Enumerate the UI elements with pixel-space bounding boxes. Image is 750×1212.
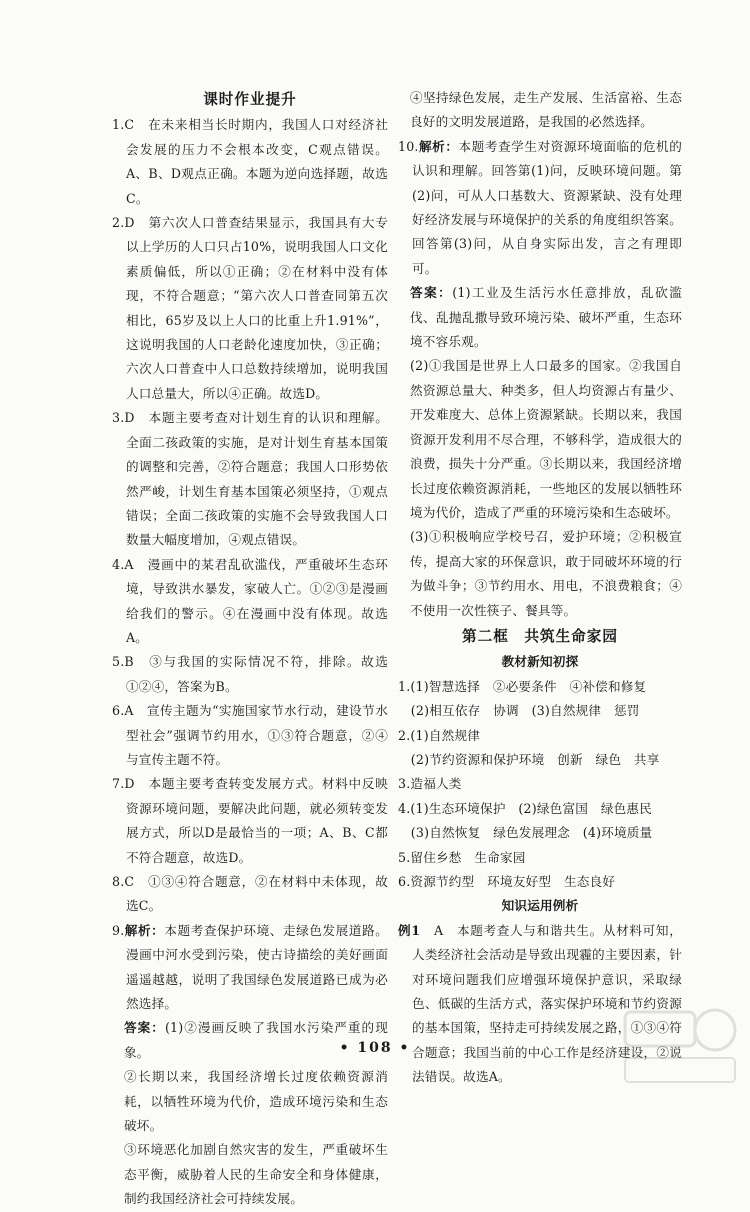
answer-paragraph [398, 281, 682, 354]
paragraph-text: 本题考查保护环境、走绿色发展道路。漫画中河水受到污染，使古诗描绘的美好画面遥遥越越，说明了我国绿色发展道路已成为必然选择。 [126, 922, 388, 1012]
right-answers [398, 86, 682, 623]
example-label: 例1 [398, 922, 421, 938]
answer-paragraph [112, 919, 388, 1017]
paragraph-text: 8.C ①③④符合题意，②在材料中未体现，故选C。 [112, 874, 388, 914]
paragraph-text: 本题考查学生对资源环境面临的危机的认识和理解。回答第(1)问，反映环境问题。第(2)问，可从人口基数大、资源紧缺、没有处理好经济发展与环境保护的关系的角度组织答案。回答第(3)问，从自身实际出发，言之有理即可。 [412, 138, 682, 276]
answer-line: 4.(1)生态环境保护 (2)绿色富国 绿色惠民 [398, 800, 652, 816]
watermark-logo-icon [620, 1000, 740, 1090]
answer-paragraph [398, 525, 682, 623]
answer-line: 2.(1)自然规律 [398, 727, 481, 743]
paragraph-text: ②长期以来，我国经济增长过度依赖资源消耗，以牺牲环境为代价，造成环境污染和生态破坏。 [124, 1069, 388, 1134]
answer-paragraph [398, 86, 682, 135]
paragraph-text: (1)②漫画反映了我国水污染严重的现象。 [124, 1020, 388, 1060]
answer-paragraph [112, 211, 388, 406]
answer-label: 解析： [418, 138, 459, 154]
paragraph-text: 3.D 本题主要考查对计划生育的认识和理解。全面二孩政策的实施，是对计划生育基本国策的调整和完善，②符合题意；我国人口形势依然严峻，计划生育基本国策必须坚持，①观点错误；全面二孩政策的实施不会导致我国人口数量大幅度增加，④观点错误。 [112, 410, 388, 548]
answer-label: 答案： [124, 1020, 165, 1036]
answer-paragraph [112, 406, 388, 552]
answer-label: 解析： [124, 922, 165, 938]
answer-paragraph [112, 870, 388, 919]
answer-paragraph [112, 1138, 388, 1211]
answer-line: (2)节约资源和保护环境 创新 绿色 共享 [398, 751, 660, 767]
paragraph-text: ③环境恶化加剧自然灾害的发生，严重破坏生态平衡，威胁着人民的生命安全和身体健康，制约我国经济社会可持续发展。 [124, 1142, 388, 1207]
paragraph-text: ④坚持绿色发展，走生产发展、生活富裕、生态良好的文明发展道路，是我国的必然选择。 [410, 90, 682, 130]
answer-line: (2)相互依存 协调 (3)自然规律 惩罚 [398, 703, 640, 719]
paragraph-text: 2.D 第六次人口普查结果显示，我国具有大专以上学历的人口只占10%，说明我国人口文化素质偏低，所以①正确；②在材料中没有体现，不符合题意；“第六次人口普查同第五次相比，65岁及以上人口的比重上升1.91%”，这说明我国的人口老龄化速度加快，③正确；六次人口普查中人口总数持续增加，说明我国人口总量大，所以④正确。故选D。 [112, 215, 388, 401]
answer-line: 5.留住乡愁 生命家园 [398, 849, 526, 865]
item-number: 10. [398, 138, 419, 154]
example-text: A 本题考查人与和谐共生。从材料可知，人类经济社会活动是导致出现霾的主要因素，针对环境问题我们应增强环境保护意识，采取绿色、低碳的生活方式，落实保护环境和节约资源的基本国策，坚持走可持续发展之路，①③④符合题意；我国当前的中心工作是经济建设，②说法错误。故选A。 [412, 922, 682, 1085]
page-number: • 108 • [339, 1040, 411, 1056]
paragraph-text: 7.D 本题主要考查转变发展方式。材料中反映资源环境问题，要解决此问题，就必须转变发展方式，所以D是最恰当的一项；A、B、C都不符合题意，故选D。 [112, 776, 388, 865]
fill-in-answers [398, 675, 682, 895]
answer-line: 6.资源节约型 环境友好型 生态良好 [398, 874, 616, 889]
answer-paragraph [112, 650, 388, 699]
answer-line: 1.(1)智慧选择 ②必要条件 ④补偿和修复 [398, 678, 647, 694]
answer-label: 答案： [410, 285, 453, 301]
answer-paragraph [112, 699, 388, 772]
paragraph-text: 5.B ③与我国的实际情况不符，排除。故选①②④，答案为B。 [112, 654, 388, 694]
right-column [398, 86, 682, 1090]
answer-paragraph [398, 354, 682, 525]
paragraph-text: 4.A 漫画中的某君乱砍滥伐，严重破坏生态环境，导致洪水暴发，家破人亡。①②③是漫画给我们的警示。④在漫画中没有体现。故选A。 [112, 556, 388, 645]
item-number: 9. [112, 922, 125, 938]
answer-paragraph [398, 135, 682, 281]
answer-line: 3.造福人类 [398, 776, 462, 792]
answer-line: (3)自然恢复 绿色发展理念 (4)环境质量 [398, 825, 653, 841]
answer-paragraph [112, 772, 388, 870]
section-heading-homework: 课时作业提升 [203, 91, 297, 108]
answer-paragraph [112, 1065, 388, 1138]
answer-paragraph [112, 553, 388, 651]
paragraph-text: 6.A 宣传主题为“实施国家节水行动，建设节水型社会”强调节约用水，①③符合题意，②④与宣传主题不符。 [112, 703, 388, 767]
subsection-title-new-knowledge: 教材新知初探 [501, 654, 579, 670]
paragraph-text: (2)①我国是世界上人口最多的国家。②我国自然资源总量大、种类多，但人均资源占有量少、开发难度大、总体上资源紧缺。长期以来，我国资源开发利用不尽合理，不够科学，造成很大的浪费，损失十分严重。③长期以来，我国经济增长过度依赖资源消耗，一些地区的发展以牺牲环境为代价，造成了严重的环境污染和生态破坏。 [410, 358, 682, 520]
answer-paragraph [112, 113, 388, 211]
paragraph-text: (3)①积极响应学校号召，爱护环境；②积极宣传，提高大家的环保意识，敢于同破坏环境的行为做斗争；③节约用水、用电，不浪费粮食；④不使用一次性筷子、餐具等。 [410, 529, 682, 618]
subsection-title-examples: 知识运用例析 [501, 898, 579, 914]
paragraph-text: 1.C 在未来相当长时期内，我国人口对经济社会发展的压力不会根本改变，C观点错误。A、B、D观点正确。本题为逆向选择题，故选C。 [112, 117, 388, 206]
paragraph-text: (1)工业及生活污水任意排放，乱砍滥伐、乱抛乱撒导致环境污染、破坏严重，生态环境不容乐观。 [410, 285, 682, 350]
section-title: 第二框 共筑生命家园 [462, 627, 618, 645]
